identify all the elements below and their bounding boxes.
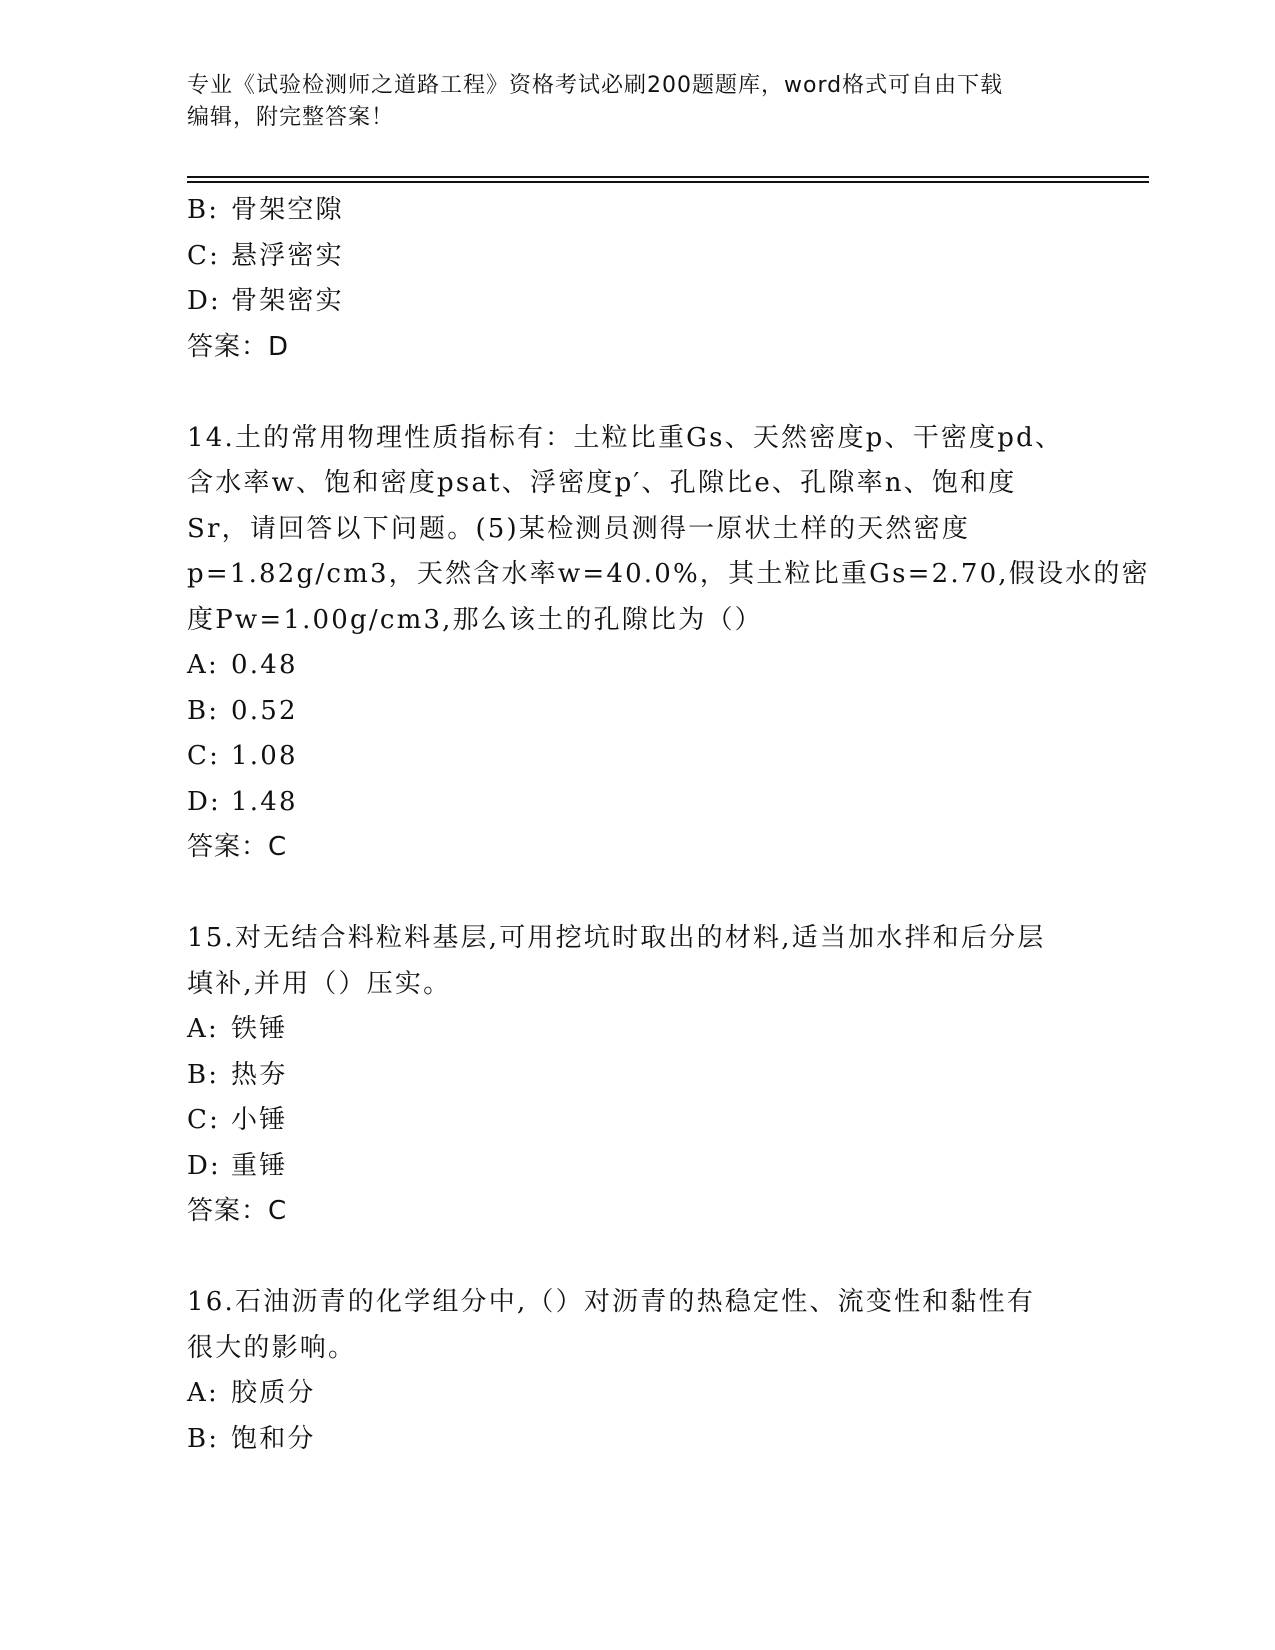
option-b [187,188,1127,234]
option-b [187,1417,1127,1463]
option-key: B: [187,1423,220,1454]
question-stem-line: 度Pw=1.00g/cm3,那么该土的孔隙比为（） [187,604,763,635]
option-c [187,1098,1127,1144]
option-key: B: [187,695,220,726]
option-key: D: [187,286,222,316]
spacer [187,370,1127,416]
option-key: D: [187,786,222,817]
page-header [187,70,1087,134]
option-key: C: [187,240,221,271]
option-text: 骨架密实 [231,286,344,316]
option-c [187,734,1127,780]
answer-line: 答案：D [187,331,290,362]
option-text: 饱和分 [231,1423,316,1454]
option-key: D: [187,1150,222,1181]
option-key: A: [187,1014,219,1044]
question-stem-line: 很大的影响。 [187,1332,357,1363]
option-key: C: [187,1105,221,1135]
answer-line: 答案：C [187,832,288,862]
option-a [187,643,1127,689]
option-key: C: [187,741,221,771]
option-a [187,1007,1127,1053]
option-key: B: [187,1059,220,1090]
option-text: 胶质分 [231,1378,316,1408]
header-rule-bottom [187,181,1149,183]
question-stem-line: Sr，请回答以下问题。(5)某检测员测得一原状土样的天然密度 [187,513,971,544]
question-stem-line: 填补,并用（）压实。 [187,968,452,999]
option-text: 热夯 [231,1059,288,1090]
answer-line: 答案：C [187,1196,288,1226]
option-d [187,1144,1127,1190]
option-text: 重锤 [231,1150,288,1181]
option-key: A: [187,650,219,680]
option-text: 铁锤 [231,1014,288,1044]
option-a [187,1371,1127,1417]
option-text: 骨架空隙 [231,195,344,225]
option-b [187,689,1127,735]
question-stem-line: p=1.82g/cm3，天然含水率w=40.0%，其土粒比重Gs=2.70,假设水的密 [187,559,1150,589]
spacer [187,1235,1127,1281]
option-text: 0.48 [231,650,298,680]
option-text: 1.08 [231,741,298,771]
option-text: 0.52 [231,695,298,726]
option-c [187,234,1127,280]
question-stem-line: 含水率w、饱和密度psat、浮密度p′、孔隙比e、孔隙率n、饱和度 [187,468,1017,498]
question-stem-line: 14.土的常用物理性质指标有：土粒比重Gs、天然密度p、干密度pd、 [187,422,1064,453]
header-line-1: 专业《试验检测师之道路工程》资格考试必刷200题题库，word格式可自由下载 [187,73,1004,98]
option-d [187,279,1127,325]
header-rule-top [187,176,1149,178]
option-text: 1.48 [231,786,298,817]
header-line-2: 编辑，附完整答案！ [187,105,395,130]
option-d [187,780,1127,826]
question-16 [187,1280,1127,1462]
option-key: A: [187,1378,219,1408]
question-stem-line: 15.对无结合料粒料基层,可用挖坑时取出的材料,适当加水拌和后分层 [187,923,1046,953]
question-stem-line: 16.石油沥青的化学组分中,（）对沥青的热稳定性、流变性和黏性有 [187,1287,1036,1317]
option-text: 小锤 [231,1105,288,1135]
question-14 [187,416,1150,871]
option-b [187,1053,1127,1099]
question-content [187,188,1150,1462]
question-15 [187,916,1127,1235]
spacer [187,871,1127,917]
option-key: B: [187,195,220,225]
option-text: 悬浮密实 [231,240,344,271]
